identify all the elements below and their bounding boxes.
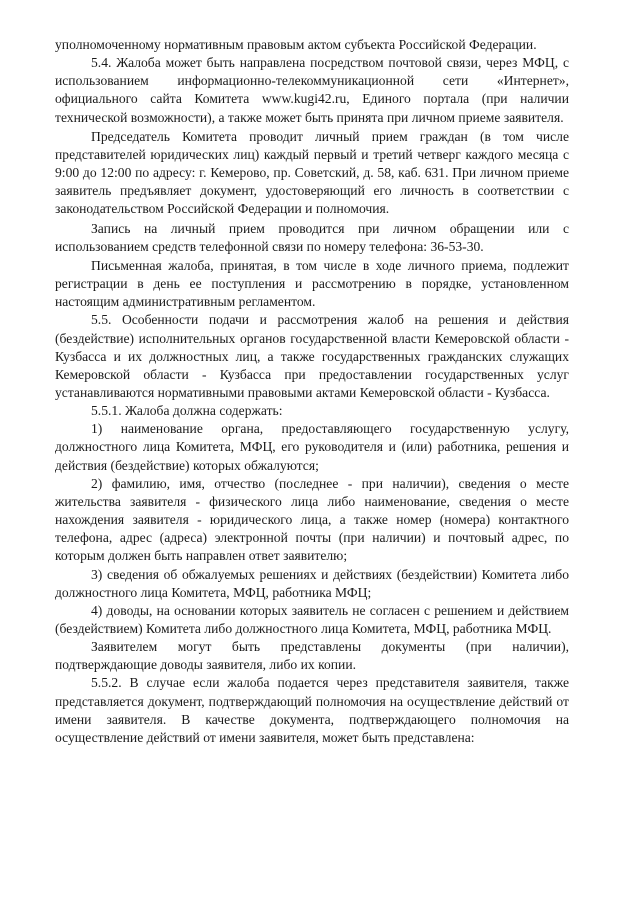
- paragraph-continuation: уполномоченному нормативным правовым актом субъекта Российской Федерации.: [55, 37, 537, 52]
- paragraph-5-4: 5.4. Жалоба может быть направлена посредством почтовой связи, через МФЦ, с использованием информационно-телекоммуникационной сети «Интернет», официального сайта Комитета www.kugi42.ru, Единого портала (при наличии технической возможности), а также может быть принята при личном приеме заявителя.: [55, 55, 569, 125]
- list-item-1: 1) наименование органа, предоставляющего государственную услугу, должностного лица Комитета, МФЦ, его руководителя и (или) работника, решения и действия (бездействие) которых обжалуются;: [55, 421, 569, 473]
- paragraph-documents: Заявителем могут быть представлены документы (при наличии), подтверждающие доводы заявителя, либо их копии.: [55, 639, 569, 673]
- document-page: [55, 36, 569, 747]
- paragraph-registration: Письменная жалоба, принятая, в том числе в ходе личного приема, подлежит регистрации в день ее поступления и рассмотрению в порядке, установленном настоящим административным регламентом.: [55, 257, 569, 310]
- paragraph-appointment: Запись на личный прием проводится при личном обращении или с использованием средств телефонной связи по номеру телефона: 36-53-30.: [55, 220, 569, 254]
- paragraph-reception: Председатель Комитета проводит личный прием граждан (в том числе представителей юридических лиц) каждый первый и третий четверг каждого месяца с 9:00 до 12:00 по адресу: г. Кемерово, пр. Советский, д. 58, каб. 631. При личном приеме заявитель предъявляет документ, удостоверяющий его личность в соответствии с законодательством Российской Федерации и полномочия.: [55, 128, 569, 217]
- list-item-3: 3) сведения об обжалуемых решениях и действиях (бездействии) Комитета либо должностного лица Комитета, МФЦ, работника МФЦ;: [55, 566, 569, 600]
- paragraph-5-5-1: 5.5.1. Жалоба должна содержать:: [91, 403, 283, 419]
- paragraph-5-5: 5.5. Особенности подачи и рассмотрения жалоб на решения и действия (бездействие) исполнительных органов государственной власти Кемеровской области - Кузбасса и их должностных лиц, а также государственных гражданских служащих Кемеровской области - Кузбасса при предоставлении государственных услуг устанавливаются нормативными правовыми актами Кемеровской области - Кузбасса.: [55, 312, 569, 400]
- list-item-4: 4) доводы, на основании которых заявитель не согласен с решением и действием (бездействием) Комитета либо должностного лица Комитета, МФЦ, работника МФЦ.: [55, 602, 569, 636]
- paragraph-5-5-2: 5.5.2. В случае если жалоба подается через представителя заявителя, также представляется документ, подтверждающий полномочия на осуществление действий от имени заявителя. В качестве документа, подтверждающего полномочия на осуществление действий от имени заявителя, может быть представлена:: [55, 675, 569, 745]
- list-item-2: 2) фамилию, имя, отчество (последнее - при наличии), сведения о месте жительства заявителя - физического лица либо наименование, сведения о месте нахождения заявителя - юридического лица, а также номер (номера) контактного телефона, адрес (адреса) электронной почты (при наличии) и почтовый адрес, по которым должен быть направлен ответ заявителю;: [55, 475, 569, 564]
